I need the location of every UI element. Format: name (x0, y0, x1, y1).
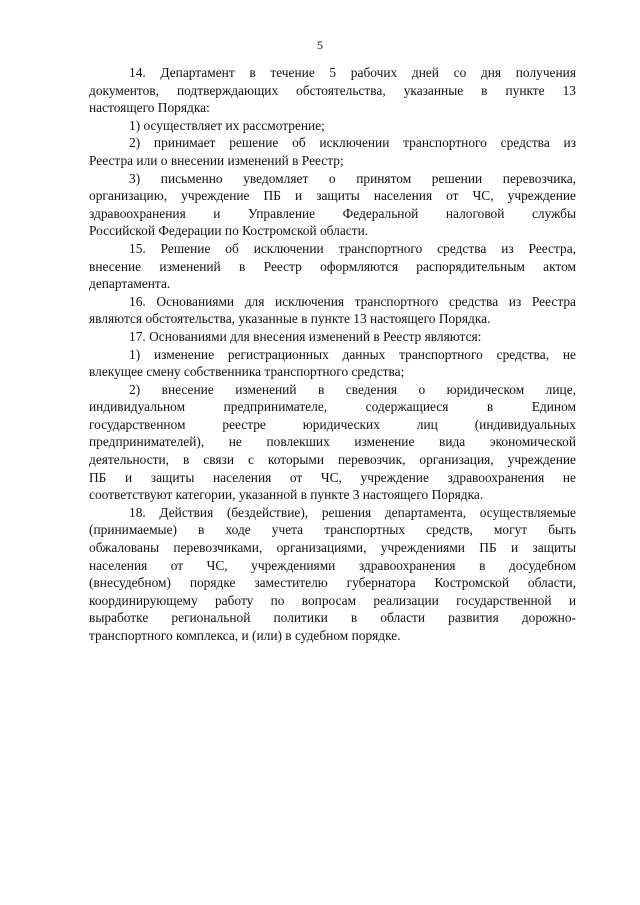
paragraph-line: 18. Действия (бездействие), решения департамента, осуществляемые (129, 504, 576, 520)
paragraph-line: документов, подтверждающих обстоятельства, указанные в пункте 13 (89, 82, 576, 98)
paragraph-line: ПБ и защиты населения от ЧС, учреждение здравоохранения не (89, 469, 576, 485)
paragraph-line: Российской Федерации по Костромской области. (89, 223, 369, 239)
paragraph-line: (принимаемые) в ходе учета транспортных средств, могут быть (89, 522, 576, 538)
paragraph-line: настоящего Порядка: (89, 100, 210, 116)
paragraph (89, 64, 576, 117)
paragraph (89, 328, 576, 346)
paragraph-line: (внесудебном) порядке заместителю губернатора Костромской области, (89, 575, 576, 591)
paragraph (89, 381, 576, 504)
paragraph (89, 240, 576, 293)
paragraph (89, 504, 576, 645)
paragraph-line: департамента. (89, 276, 171, 292)
paragraph-line: 1) изменение регистрационных данных транспортного средства, не (129, 346, 576, 362)
document-body (89, 64, 576, 645)
paragraph-line: транспортного комплекса, и (или) в судебном порядке. (89, 628, 401, 643)
paragraph-line: здравоохранения и Управление Федеральной налоговой службы (89, 205, 576, 221)
paragraph (89, 134, 576, 169)
paragraph-line: соответствуют категории, указанной в пункте 3 настоящего Порядка. (89, 487, 484, 503)
paragraph-line: индивидуальном предпринимателе, содержащиеся в Едином (89, 399, 576, 415)
paragraph-line: 2) принимает решение об исключении транспортного средства из (129, 135, 576, 151)
paragraph (89, 293, 576, 328)
paragraph-line: 2) внесение изменений в сведения о юридическом лице, (129, 381, 576, 397)
paragraph-line: 14. Департамент в течение 5 рабочих дней со дня получения (129, 65, 576, 80)
paragraph-line: государственном реестре юридических лиц (индивидуальных (89, 416, 576, 432)
paragraph-line: обжалованы перевозчиками, организациями, учреждениями ПБ и защиты (89, 540, 576, 556)
paragraph-line: предпринимателей), не повлекших изменение вида экономической (89, 434, 576, 450)
paragraph-line: 16. Основаниями для исключения транспортного средства из Реестра (129, 293, 576, 309)
paragraph-line: 15. Решение об исключении транспортного средства из Реестра, (129, 240, 576, 256)
page-number: 5 (317, 38, 323, 52)
paragraph-line: 3) письменно уведомляет о принятом решении перевозчика, (129, 170, 576, 186)
paragraph (89, 170, 576, 240)
paragraph (89, 346, 576, 381)
paragraph (89, 117, 576, 135)
paragraph-line: являются обстоятельства, указанные в пункте 13 настоящего Порядка. (89, 311, 491, 327)
paragraph-line: деятельности, в связи с которыми перевозчик, организация, учреждение (89, 452, 576, 468)
paragraph-line: влекущее смену собственника транспортного средства; (89, 364, 405, 380)
paragraph-line: координирующему работу по вопросам реализации государственной и (89, 592, 576, 608)
paragraph-line: выработке региональной политики в области развития дорожно- (89, 610, 576, 626)
paragraph-line: организацию, учреждение ПБ и защиты населения от ЧС, учреждение (89, 188, 576, 204)
paragraph-line: 17. Основаниями для внесения изменений в Реестр являются: (129, 328, 482, 344)
paragraph-line: Реестра или о внесении изменений в Реестр; (89, 152, 344, 168)
paragraph-line: населения от ЧС, учреждениями здравоохранения в досудебном (89, 557, 576, 573)
paragraph-line: 1) осуществляет их рассмотрение; (129, 117, 325, 133)
paragraph-line: внесение изменений в Реестр оформляются распорядительным актом (89, 258, 576, 274)
